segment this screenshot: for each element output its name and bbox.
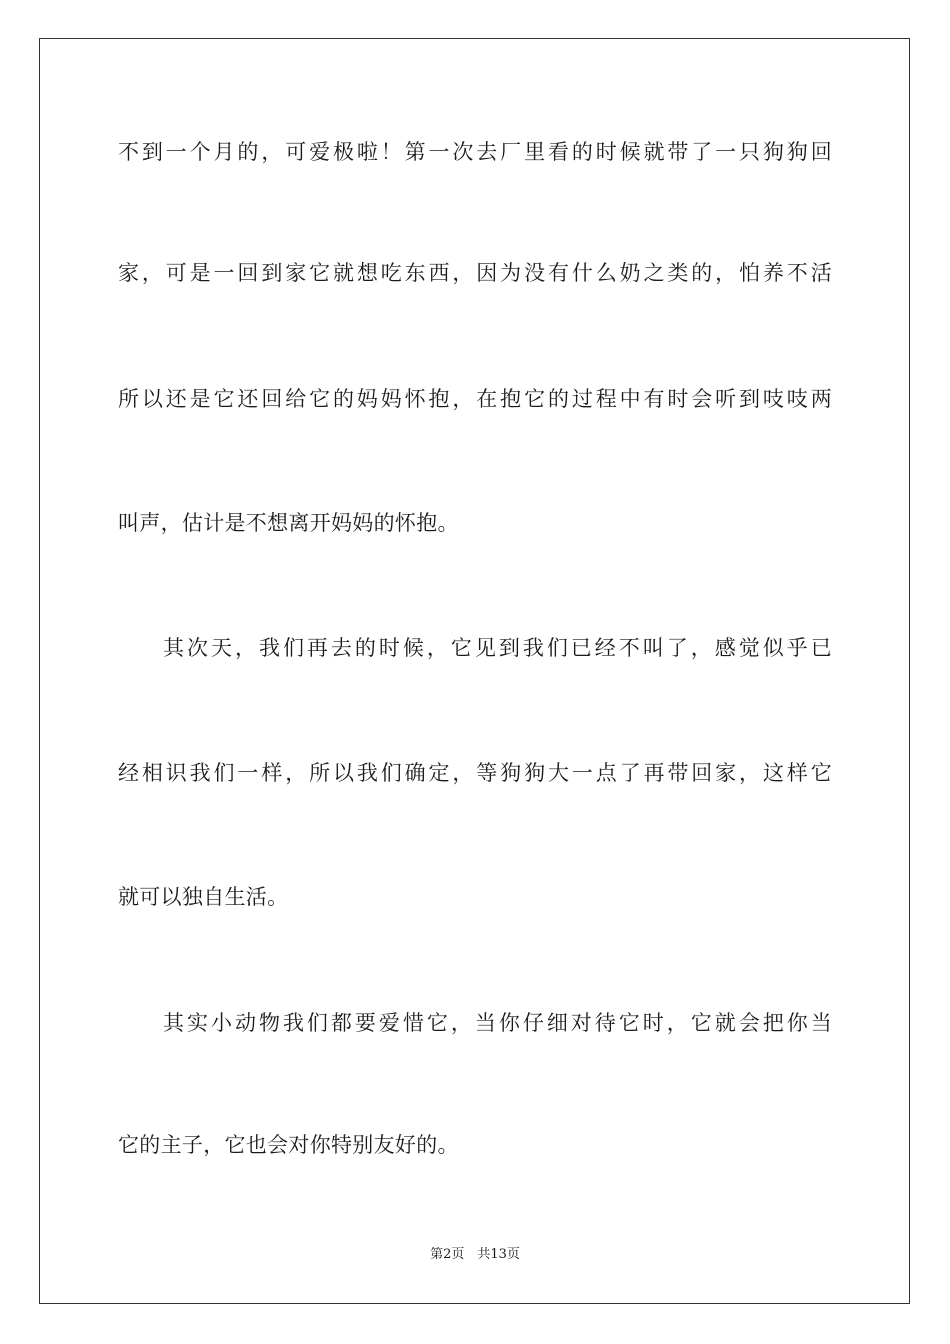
page-number-footer: 第2页 共13页 [430, 1247, 520, 1262]
paragraph-line: 叫声，估计是不想离开妈妈的怀抱。 [118, 511, 459, 535]
paragraph-line: 就可以独自生活。 [118, 885, 289, 909]
paragraph-line: 家，可是一回到家它就想吃东西，因为没有什么奶之类的，怕养不活 [118, 261, 832, 285]
page-border [39, 38, 910, 1304]
paragraph-line: 经相识我们一样，所以我们确定，等狗狗大一点了再带回家，这样它 [118, 761, 832, 785]
paragraph-line: 不到一个月的，可爱极啦！第一次去厂里看的时候就带了一只狗狗回 [118, 140, 832, 164]
paragraph-line: 所以还是它还回给它的妈妈怀抱，在抱它的过程中有时会听到吱吱两 [118, 387, 832, 411]
paragraph-line: 它的主子，它也会对你特别友好的。 [118, 1133, 459, 1157]
paragraph-line: 其次天，我们再去的时候，它见到我们已经不叫了，感觉似乎已 [163, 636, 832, 660]
paragraph-line: 其实小动物我们都要爱惜它，当你仔细对待它时，它就会把你当 [163, 1011, 832, 1035]
